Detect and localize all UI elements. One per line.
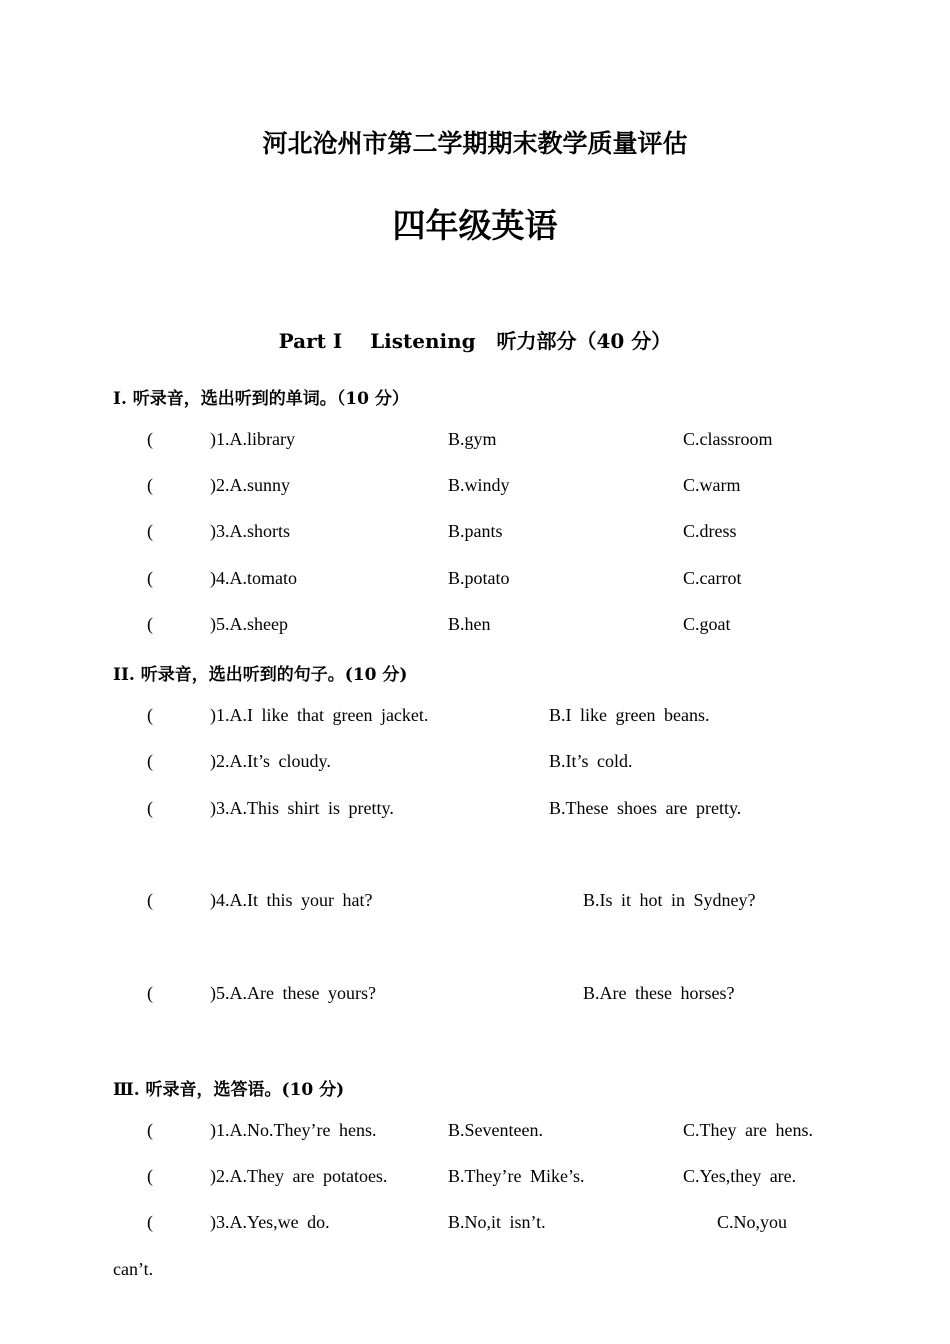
option-a: )3.A.Yes,we do. bbox=[210, 1212, 330, 1232]
option-c: C.warm bbox=[683, 475, 741, 495]
option-b: B.potato bbox=[448, 568, 510, 588]
option-c: C.dress bbox=[683, 521, 737, 541]
option-a: )1.A.I like that green jacket. bbox=[210, 705, 429, 725]
section2-heading: II. 听录音，选出听到的句子。(10 分) bbox=[113, 665, 408, 685]
option-b: B.They’re Mike’s. bbox=[448, 1166, 585, 1186]
option-a: )5.A.Are these yours? bbox=[210, 983, 376, 1003]
option-c-continuation: can’t. bbox=[113, 1259, 154, 1279]
option-a: )3.A.This shirt is pretty. bbox=[210, 798, 394, 818]
answer-paren: ( bbox=[147, 705, 153, 725]
option-c: C.Yes,they are. bbox=[683, 1166, 797, 1186]
answer-paren: ( bbox=[147, 890, 153, 910]
option-b: B.Are these horses? bbox=[583, 983, 735, 1003]
option-b: B.Seventeen. bbox=[448, 1120, 543, 1140]
answer-paren: ( bbox=[147, 429, 153, 449]
exam-subtitle: 四年级英语 bbox=[392, 206, 558, 245]
option-c: C.carrot bbox=[683, 568, 742, 588]
option-a: )2.A.They are potatoes. bbox=[210, 1166, 388, 1186]
answer-paren: ( bbox=[147, 798, 153, 818]
answer-paren: ( bbox=[147, 751, 153, 771]
exam-title: 河北沧州市第二学期期末教学质量评估 bbox=[262, 129, 688, 158]
option-a: )5.A.sheep bbox=[210, 614, 288, 634]
option-b: B.pants bbox=[448, 521, 503, 541]
answer-paren: ( bbox=[147, 1120, 153, 1140]
option-a: )1.A.No.They’re hens. bbox=[210, 1120, 377, 1140]
option-b: B.hen bbox=[448, 614, 491, 634]
answer-paren: ( bbox=[147, 521, 153, 541]
section1-heading: Ⅰ. 听录音，选出听到的单词。（10 分） bbox=[113, 389, 409, 409]
option-c: C.goat bbox=[683, 614, 731, 634]
option-b: B.I like green beans. bbox=[549, 705, 710, 725]
answer-paren: ( bbox=[147, 983, 153, 1003]
option-c: C.They are hens. bbox=[683, 1120, 813, 1140]
option-b: B.These shoes are pretty. bbox=[549, 798, 742, 818]
option-a: )3.A.shorts bbox=[210, 521, 290, 541]
option-b: B.No,it isn’t. bbox=[448, 1212, 546, 1232]
option-b: B.It’s cold. bbox=[549, 751, 633, 771]
option-a: )2.A.sunny bbox=[210, 475, 290, 495]
option-a: )1.A.library bbox=[210, 429, 295, 449]
answer-paren: ( bbox=[147, 568, 153, 588]
option-a: )2.A.It’s cloudy. bbox=[210, 751, 331, 771]
option-b: B.gym bbox=[448, 429, 497, 449]
part1-heading: Part I Listening 听力部分（40 分） bbox=[278, 329, 672, 353]
option-b: B.Is it hot in Sydney? bbox=[583, 890, 756, 910]
option-a: )4.A.It this your hat? bbox=[210, 890, 373, 910]
section3-heading: Ⅲ. 听录音，选答语。(10 分) bbox=[113, 1080, 345, 1100]
answer-paren: ( bbox=[147, 475, 153, 495]
answer-paren: ( bbox=[147, 1166, 153, 1186]
option-b: B.windy bbox=[448, 475, 510, 495]
option-c: C.No,you bbox=[717, 1212, 788, 1232]
option-a: )4.A.tomato bbox=[210, 568, 297, 588]
option-c: C.classroom bbox=[683, 429, 773, 449]
answer-paren: ( bbox=[147, 1212, 153, 1232]
answer-paren: ( bbox=[147, 614, 153, 634]
